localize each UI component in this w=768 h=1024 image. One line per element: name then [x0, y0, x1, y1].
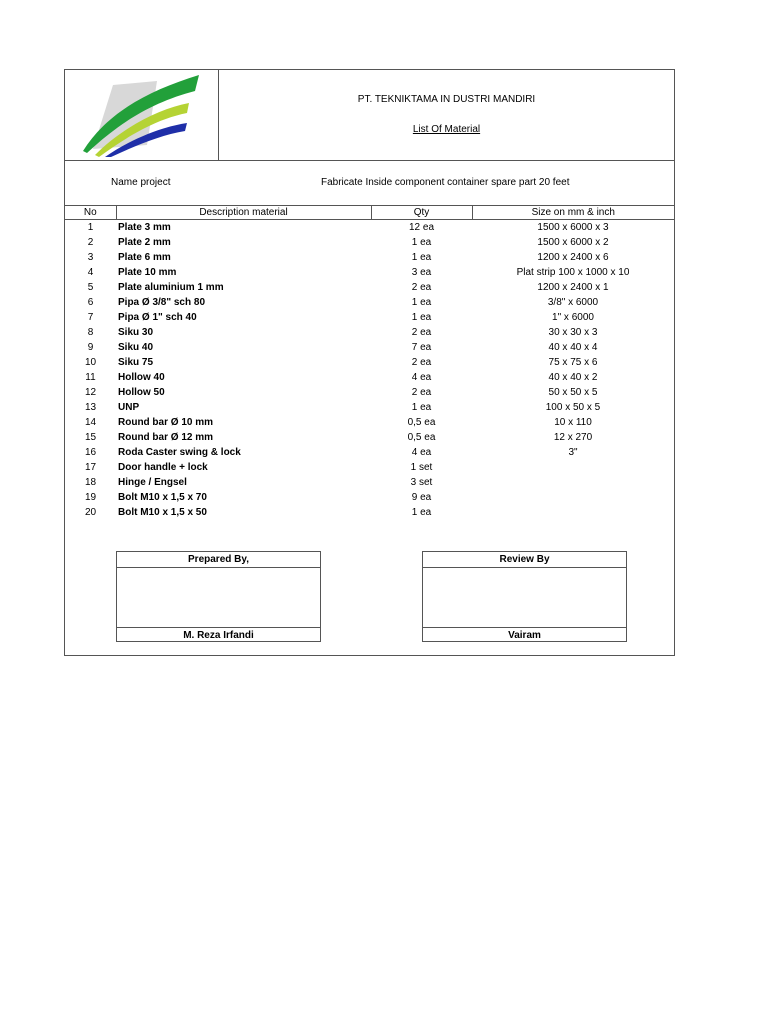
table-row — [65, 460, 674, 475]
row-description: Pipa Ø 1" sch 40 — [118, 312, 197, 323]
logo-cell — [65, 70, 219, 160]
row-description: Round bar Ø 10 mm — [118, 417, 214, 428]
row-size: 3/8" x 6000 — [547, 297, 599, 308]
row-size: 50 x 50 x 5 — [548, 387, 598, 398]
row-description: Siku 40 — [118, 342, 154, 353]
table-row — [65, 430, 674, 445]
project-row — [65, 161, 674, 206]
table-row — [65, 385, 674, 400]
material-list-sheet — [64, 69, 675, 656]
row-description: Siku 30 — [118, 327, 154, 338]
table-row — [65, 475, 674, 490]
row-size: 1200 x 2400 x 1 — [537, 282, 609, 293]
row-number: 9 — [87, 342, 94, 353]
row-size: 75 x 75 x 6 — [548, 357, 598, 368]
table-row — [65, 400, 674, 415]
row-qty: 2 ea — [411, 387, 432, 398]
row-number: 17 — [84, 462, 97, 473]
row-number: 3 — [87, 252, 94, 263]
row-description: Roda Caster swing & lock — [118, 447, 241, 458]
document-header — [65, 70, 674, 161]
row-qty: 9 ea — [411, 492, 432, 503]
row-description: Bolt M10 x 1,5 x 50 — [118, 507, 207, 518]
row-size: 10 x 110 — [554, 417, 592, 428]
prepared-by-title: Prepared By, — [117, 552, 320, 568]
table-row — [65, 355, 674, 370]
row-qty: 3 set — [410, 477, 433, 488]
row-size: 1" x 6000 — [552, 312, 594, 323]
table-row — [65, 325, 674, 340]
row-size: 100 x 50 x 5 — [545, 402, 601, 413]
row-size: 40 x 40 x 4 — [548, 342, 598, 353]
row-qty: 7 ea — [411, 342, 432, 353]
row-qty: 3 ea — [411, 267, 432, 278]
review-signature-area — [423, 568, 626, 627]
table-row — [65, 250, 674, 265]
row-size: 40 x 40 x 2 — [548, 372, 598, 383]
project-label: Name project — [111, 177, 171, 188]
row-number: 13 — [84, 402, 97, 413]
table-row — [65, 295, 674, 310]
row-description: Hollow 40 — [118, 372, 165, 383]
row-qty: 4 ea — [411, 447, 432, 458]
row-description: Pipa Ø 3/8" sch 80 — [118, 297, 206, 308]
table-row — [65, 280, 674, 295]
row-qty: 12 ea — [408, 222, 435, 233]
row-description: Plate 3 mm — [118, 222, 171, 233]
row-qty: 4 ea — [411, 372, 432, 383]
row-size: 1200 x 2400 x 6 — [537, 252, 609, 263]
row-size — [472, 460, 674, 475]
row-qty: 2 ea — [411, 357, 432, 368]
row-qty: 1 ea — [411, 237, 432, 248]
row-description: Hollow 50 — [118, 387, 165, 398]
row-description: Plate 2 mm — [118, 237, 171, 248]
row-number: 8 — [87, 327, 94, 338]
table-row — [65, 505, 674, 520]
row-size: 1500 x 6000 x 2 — [537, 237, 609, 248]
prepared-by-name: M. Reza Irfandi — [117, 627, 320, 643]
table-row — [65, 370, 674, 385]
row-description: Hinge / Engsel — [118, 477, 187, 488]
table-row — [65, 445, 674, 460]
table-row — [65, 490, 674, 505]
row-number: 6 — [87, 297, 94, 308]
row-number: 5 — [87, 282, 94, 293]
row-number: 14 — [84, 417, 97, 428]
company-logo-icon — [77, 73, 202, 157]
row-description: Bolt M10 x 1,5 x 70 — [118, 492, 207, 503]
row-number: 10 — [84, 357, 97, 368]
row-description: Plate 6 mm — [118, 252, 171, 263]
review-by-name: Vairam — [423, 627, 626, 643]
row-qty: 0,5 ea — [407, 417, 436, 428]
table-row — [65, 340, 674, 355]
row-number: 7 — [87, 312, 94, 323]
row-number: 15 — [84, 432, 97, 443]
row-description: Door handle + lock — [118, 462, 208, 473]
row-number: 16 — [84, 447, 97, 458]
row-qty: 1 set — [410, 462, 433, 473]
row-size: 1500 x 6000 x 3 — [537, 222, 609, 233]
column-header-qty: Qty — [371, 205, 472, 220]
column-header-size: Size on mm & inch — [472, 205, 674, 220]
row-qty: 0,5 ea — [407, 432, 436, 443]
row-number: 2 — [87, 237, 94, 248]
table-row — [65, 235, 674, 250]
table-row — [65, 220, 674, 236]
row-description: Plate 10 mm — [118, 267, 177, 278]
material-table — [65, 205, 674, 520]
row-size: 12 x 270 — [553, 432, 593, 443]
row-description: Plate aluminium 1 mm — [118, 282, 224, 293]
table-row — [65, 265, 674, 280]
row-number: 19 — [84, 492, 97, 503]
row-number: 12 — [84, 387, 97, 398]
row-qty: 2 ea — [411, 282, 432, 293]
row-qty: 1 ea — [411, 507, 432, 518]
row-number: 4 — [87, 267, 94, 278]
project-value: Fabricate Inside component container spare part 20 feet — [321, 177, 570, 188]
prepared-signature-area — [117, 568, 320, 627]
row-size: 30 x 30 x 3 — [548, 327, 598, 338]
row-qty: 1 ea — [411, 312, 432, 323]
column-header-no: No — [65, 205, 116, 220]
row-description: Round bar Ø 12 mm — [118, 432, 214, 443]
row-description: Siku 75 — [118, 357, 154, 368]
row-qty: 1 ea — [411, 297, 432, 308]
table-row — [65, 310, 674, 325]
document-title: List Of Material — [412, 124, 481, 135]
row-size — [472, 505, 674, 520]
table-header-row — [65, 205, 674, 220]
company-name: PT. TEKNIKTAMA IN DUSTRI MANDIRI — [357, 94, 536, 105]
row-number: 11 — [85, 372, 96, 383]
row-size — [472, 490, 674, 505]
row-number: 1 — [87, 222, 94, 233]
column-header-description: Description material — [116, 205, 371, 220]
row-size — [472, 475, 674, 490]
row-qty: 2 ea — [411, 327, 432, 338]
review-by-box — [422, 551, 627, 642]
prepared-by-box — [116, 551, 321, 642]
row-qty: 1 ea — [411, 252, 432, 263]
row-number: 18 — [84, 477, 97, 488]
row-size: 3" — [568, 447, 578, 458]
material-table-body — [65, 220, 674, 521]
table-row — [65, 415, 674, 430]
row-qty: 1 ea — [411, 402, 432, 413]
row-size: Plat strip 100 x 1000 x 10 — [516, 267, 630, 278]
row-number: 20 — [84, 507, 97, 518]
review-by-title: Review By — [423, 552, 626, 568]
row-description: UNP — [118, 402, 140, 413]
